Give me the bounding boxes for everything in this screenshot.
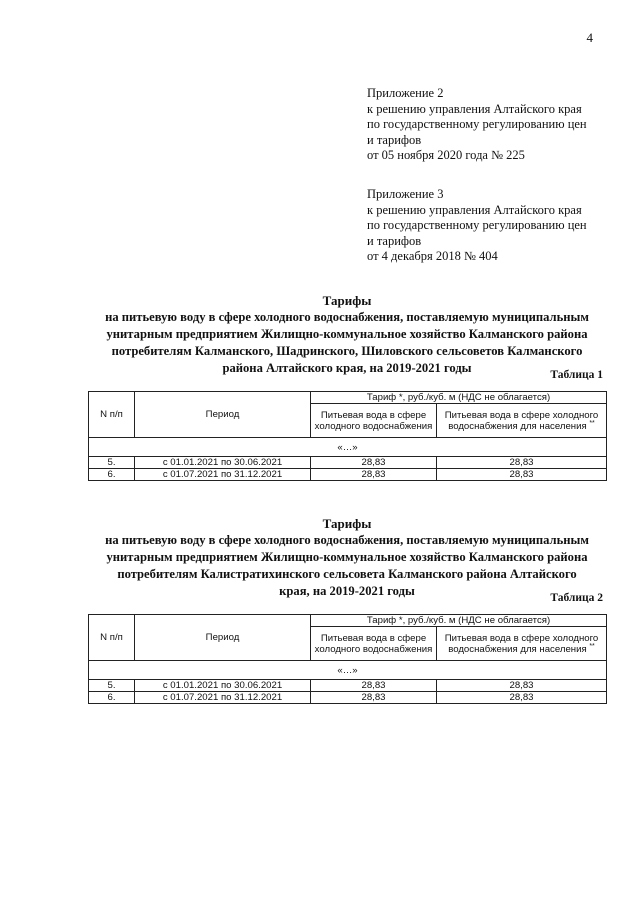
footnote-mark: ** xyxy=(589,419,595,427)
appendix-3-header xyxy=(367,187,617,265)
header-drinking-water: Питьевая вода в сфере холодного водоснабжения xyxy=(311,404,437,438)
table-1-label: Таблица 1 xyxy=(550,369,603,381)
row-period: с 01.07.2021 по 31.12.2021 xyxy=(135,469,311,481)
appendix-2-line: по государственному регулированию цен xyxy=(367,117,587,131)
section-1-subtitle-line: потребителям Калманского, Шадринского, Шиловского сельсоветов Калманского xyxy=(111,344,583,358)
section-2-heading: Тарифы xyxy=(322,516,372,531)
appendix-3-line: от 4 декабря 2018 № 404 xyxy=(367,249,498,263)
appendix-2-line: от 05 ноября 2020 года № 225 xyxy=(367,148,525,162)
omission-row: «…» xyxy=(89,438,607,457)
section-1-subtitle-line: унитарным предприятием Жилищно-коммунальное хозяйство Калманского района xyxy=(106,327,588,341)
header-drinking-water: Питьевая вода в сфере холодного водоснабжения xyxy=(311,627,437,661)
row-num: 6. xyxy=(89,469,135,481)
section-1-heading: Тарифы xyxy=(322,293,372,308)
tariff-table-1 xyxy=(88,391,607,481)
header-tariff: Тариф *, руб./куб. м (НДС не облагается) xyxy=(311,392,607,404)
header-num: N п/п xyxy=(89,392,135,438)
section-2-subtitle-line: унитарным предприятием Жилищно-коммунальное хозяйство Калманского района xyxy=(106,550,588,564)
appendix-2-line: Приложение 2 xyxy=(367,86,444,100)
row-period: с 01.01.2021 по 30.06.2021 xyxy=(135,680,311,692)
section-1-subtitle-line: на питьевую воду в сфере холодного водоснабжения, поставляемую муниципальным xyxy=(105,310,589,324)
table-row xyxy=(89,469,607,481)
appendix-3-line: Приложение 3 xyxy=(367,187,444,201)
header-drinking-water-population-text: Питьевая вода в сфере холодного водоснабжения для населения xyxy=(444,632,599,655)
header-period: Период xyxy=(135,615,311,661)
header-num: N п/п xyxy=(89,615,135,661)
table-row xyxy=(89,692,607,704)
row-num: 5. xyxy=(89,680,135,692)
header-drinking-water-population xyxy=(437,404,607,438)
page-number: 4 xyxy=(586,30,593,45)
table-row xyxy=(89,457,607,469)
header-period: Период xyxy=(135,392,311,438)
appendix-2-line: и тарифов xyxy=(367,132,422,147)
header-drinking-water-population xyxy=(437,627,607,661)
appendix-3-line: к решению управления Алтайского края xyxy=(367,202,582,217)
appendix-3-line: и тарифов xyxy=(367,233,422,248)
row-tariff-a: 28,83 xyxy=(311,692,437,704)
section-2-title xyxy=(82,515,612,600)
appendix-3-line: по государственному регулированию цен xyxy=(367,218,587,232)
header-drinking-water-population-text: Питьевая вода в сфере холодного водоснабжения для населения xyxy=(444,409,599,432)
row-period: с 01.07.2021 по 31.12.2021 xyxy=(135,692,311,704)
tariff-table-2 xyxy=(88,614,607,704)
row-tariff-b: 28,83 xyxy=(437,469,607,481)
row-num: 6. xyxy=(89,692,135,704)
section-1-title xyxy=(82,292,612,377)
appendix-2-line: к решению управления Алтайского края xyxy=(367,101,582,116)
row-tariff-b: 28,83 xyxy=(437,680,607,692)
table-row xyxy=(89,680,607,692)
section-2-subtitle-line: края, на 2019-2021 годы xyxy=(279,584,415,598)
row-tariff-a: 28,83 xyxy=(311,457,437,469)
section-1-subtitle-line: района Алтайского края, на 2019-2021 годы xyxy=(222,361,472,375)
section-2-subtitle-line: потребителям Калистратихинского сельсовета Калманского района Алтайского xyxy=(117,567,577,581)
table-2-label: Таблица 2 xyxy=(550,592,603,604)
row-tariff-b: 28,83 xyxy=(437,692,607,704)
header-tariff: Тариф *, руб./куб. м (НДС не облагается) xyxy=(311,615,607,627)
row-tariff-a: 28,83 xyxy=(311,680,437,692)
omission-row: «…» xyxy=(89,661,607,680)
appendix-2-header xyxy=(367,86,617,164)
row-tariff-b: 28,83 xyxy=(437,457,607,469)
row-period: с 01.01.2021 по 30.06.2021 xyxy=(135,457,311,469)
row-tariff-a: 28,83 xyxy=(311,469,437,481)
section-2-subtitle-line: на питьевую воду в сфере холодного водоснабжения, поставляемую муниципальным xyxy=(105,533,589,547)
footnote-mark: ** xyxy=(589,642,595,650)
row-num: 5. xyxy=(89,457,135,469)
